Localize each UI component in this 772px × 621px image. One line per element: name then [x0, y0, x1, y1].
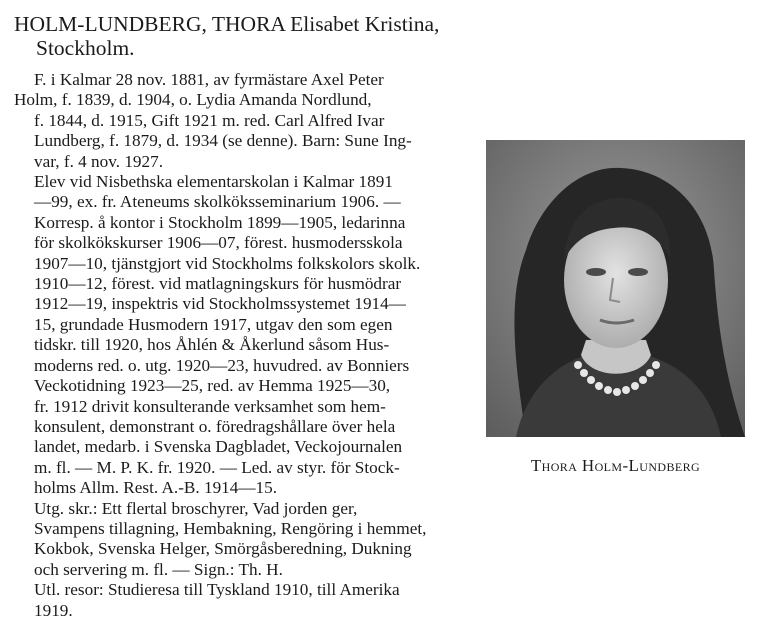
text-line: för skolkökskurser 1906—07, förest. husmodersskola — [34, 233, 403, 253]
text-line: Korresp. å kontor i Stockholm 1899—1905, ledarinna — [34, 212, 406, 232]
text-line: holms Allm. Rest. A.-B. 1914—15. — [34, 478, 278, 498]
text-line: Utl. resor: Studieresa till Tyskland 1910, till Amerika — [34, 580, 400, 600]
text-line: Holm, f. 1839, d. 1904, o. Lydia Amanda Nordlund, — [14, 90, 372, 110]
text-line: fr. 1912 drivit konsulterande verksamhet som hem- — [34, 396, 386, 416]
text-line: Svampens tillagning, Hembakning, Rengöring i hemmet, — [34, 518, 427, 538]
text-line: och servering m. fl. — Sign.: Th. H. — [34, 559, 283, 579]
text-line: m. fl. — M. P. K. fr. 1920. — Led. av styr. för Stock- — [34, 457, 400, 477]
text-line: var, f. 4 nov. 1927. — [34, 151, 163, 171]
portrait-photo — [486, 140, 745, 437]
portrait-illustration — [486, 140, 745, 437]
text-line: 15, grundade Husmodern 1917, utgav den som egen — [34, 314, 393, 334]
text-line: tidskr. till 1920, hos Åhlén & Åkerlund såsom Hus- — [34, 335, 390, 355]
text-line: 1910—12, förest. vid matlagningskurs för husmödrar — [34, 274, 402, 294]
paragraph-publications — [14, 499, 472, 581]
paragraph-birth-family — [14, 70, 472, 172]
text-line: konsulent, demonstrant o. föredragshållare över hela — [34, 416, 396, 436]
text-line: Lundberg, f. 1879, d. 1934 (se denne). Barn: Sune Ing- — [34, 131, 412, 151]
text-line: —99, ex. fr. Ateneums skolköksseminarium 1906. — — [34, 192, 401, 212]
paragraph-travels — [14, 580, 472, 621]
paragraph-career — [14, 172, 472, 499]
text-line: F. i Kalmar 28 nov. 1881, av fyrmästare Axel Peter — [34, 70, 384, 89]
text-line: landet, medarb. i Svenska Dagbladet, Veckojournalen — [34, 437, 403, 457]
right-eye — [628, 268, 648, 276]
text-line: 1912—19, inspektris vid Stockholmssystemet 1914— — [34, 294, 406, 314]
text-line: f. 1844, d. 1915, Gift 1921 m. red. Carl Alfred Ivar — [34, 110, 385, 130]
left-eye — [586, 268, 606, 276]
text-line: Veckotidning 1923—25, red. av Hemma 1925—30, — [34, 376, 391, 396]
entry-body — [14, 70, 472, 621]
text-line: Utg. skr.: Ett flertal broschyrer, Vad jorden ger, — [34, 498, 358, 518]
text-line: 1919. — [34, 600, 73, 620]
text-line: Kokbok, Svenska Helger, Smörgåsberedning, Dukning — [34, 539, 412, 559]
text-line: Elev vid Nisbethska elementarskolan i Kalmar 1891 — [34, 172, 393, 192]
portrait-caption: Thora Holm-Lundberg — [530, 456, 701, 475]
text-line: 1907—10, tjänstgjort vid Stockholms folkskolors skolk. — [34, 253, 421, 273]
entry-name: HOLM-LUNDBERG, THORA Elisabet Kristina, — [14, 12, 440, 36]
entry-heading — [14, 12, 474, 60]
text-line: moderns red. o. utg. 1920—23, huvudred. av Bonniers — [34, 355, 410, 375]
entry-place: Stockholm. — [36, 36, 135, 60]
